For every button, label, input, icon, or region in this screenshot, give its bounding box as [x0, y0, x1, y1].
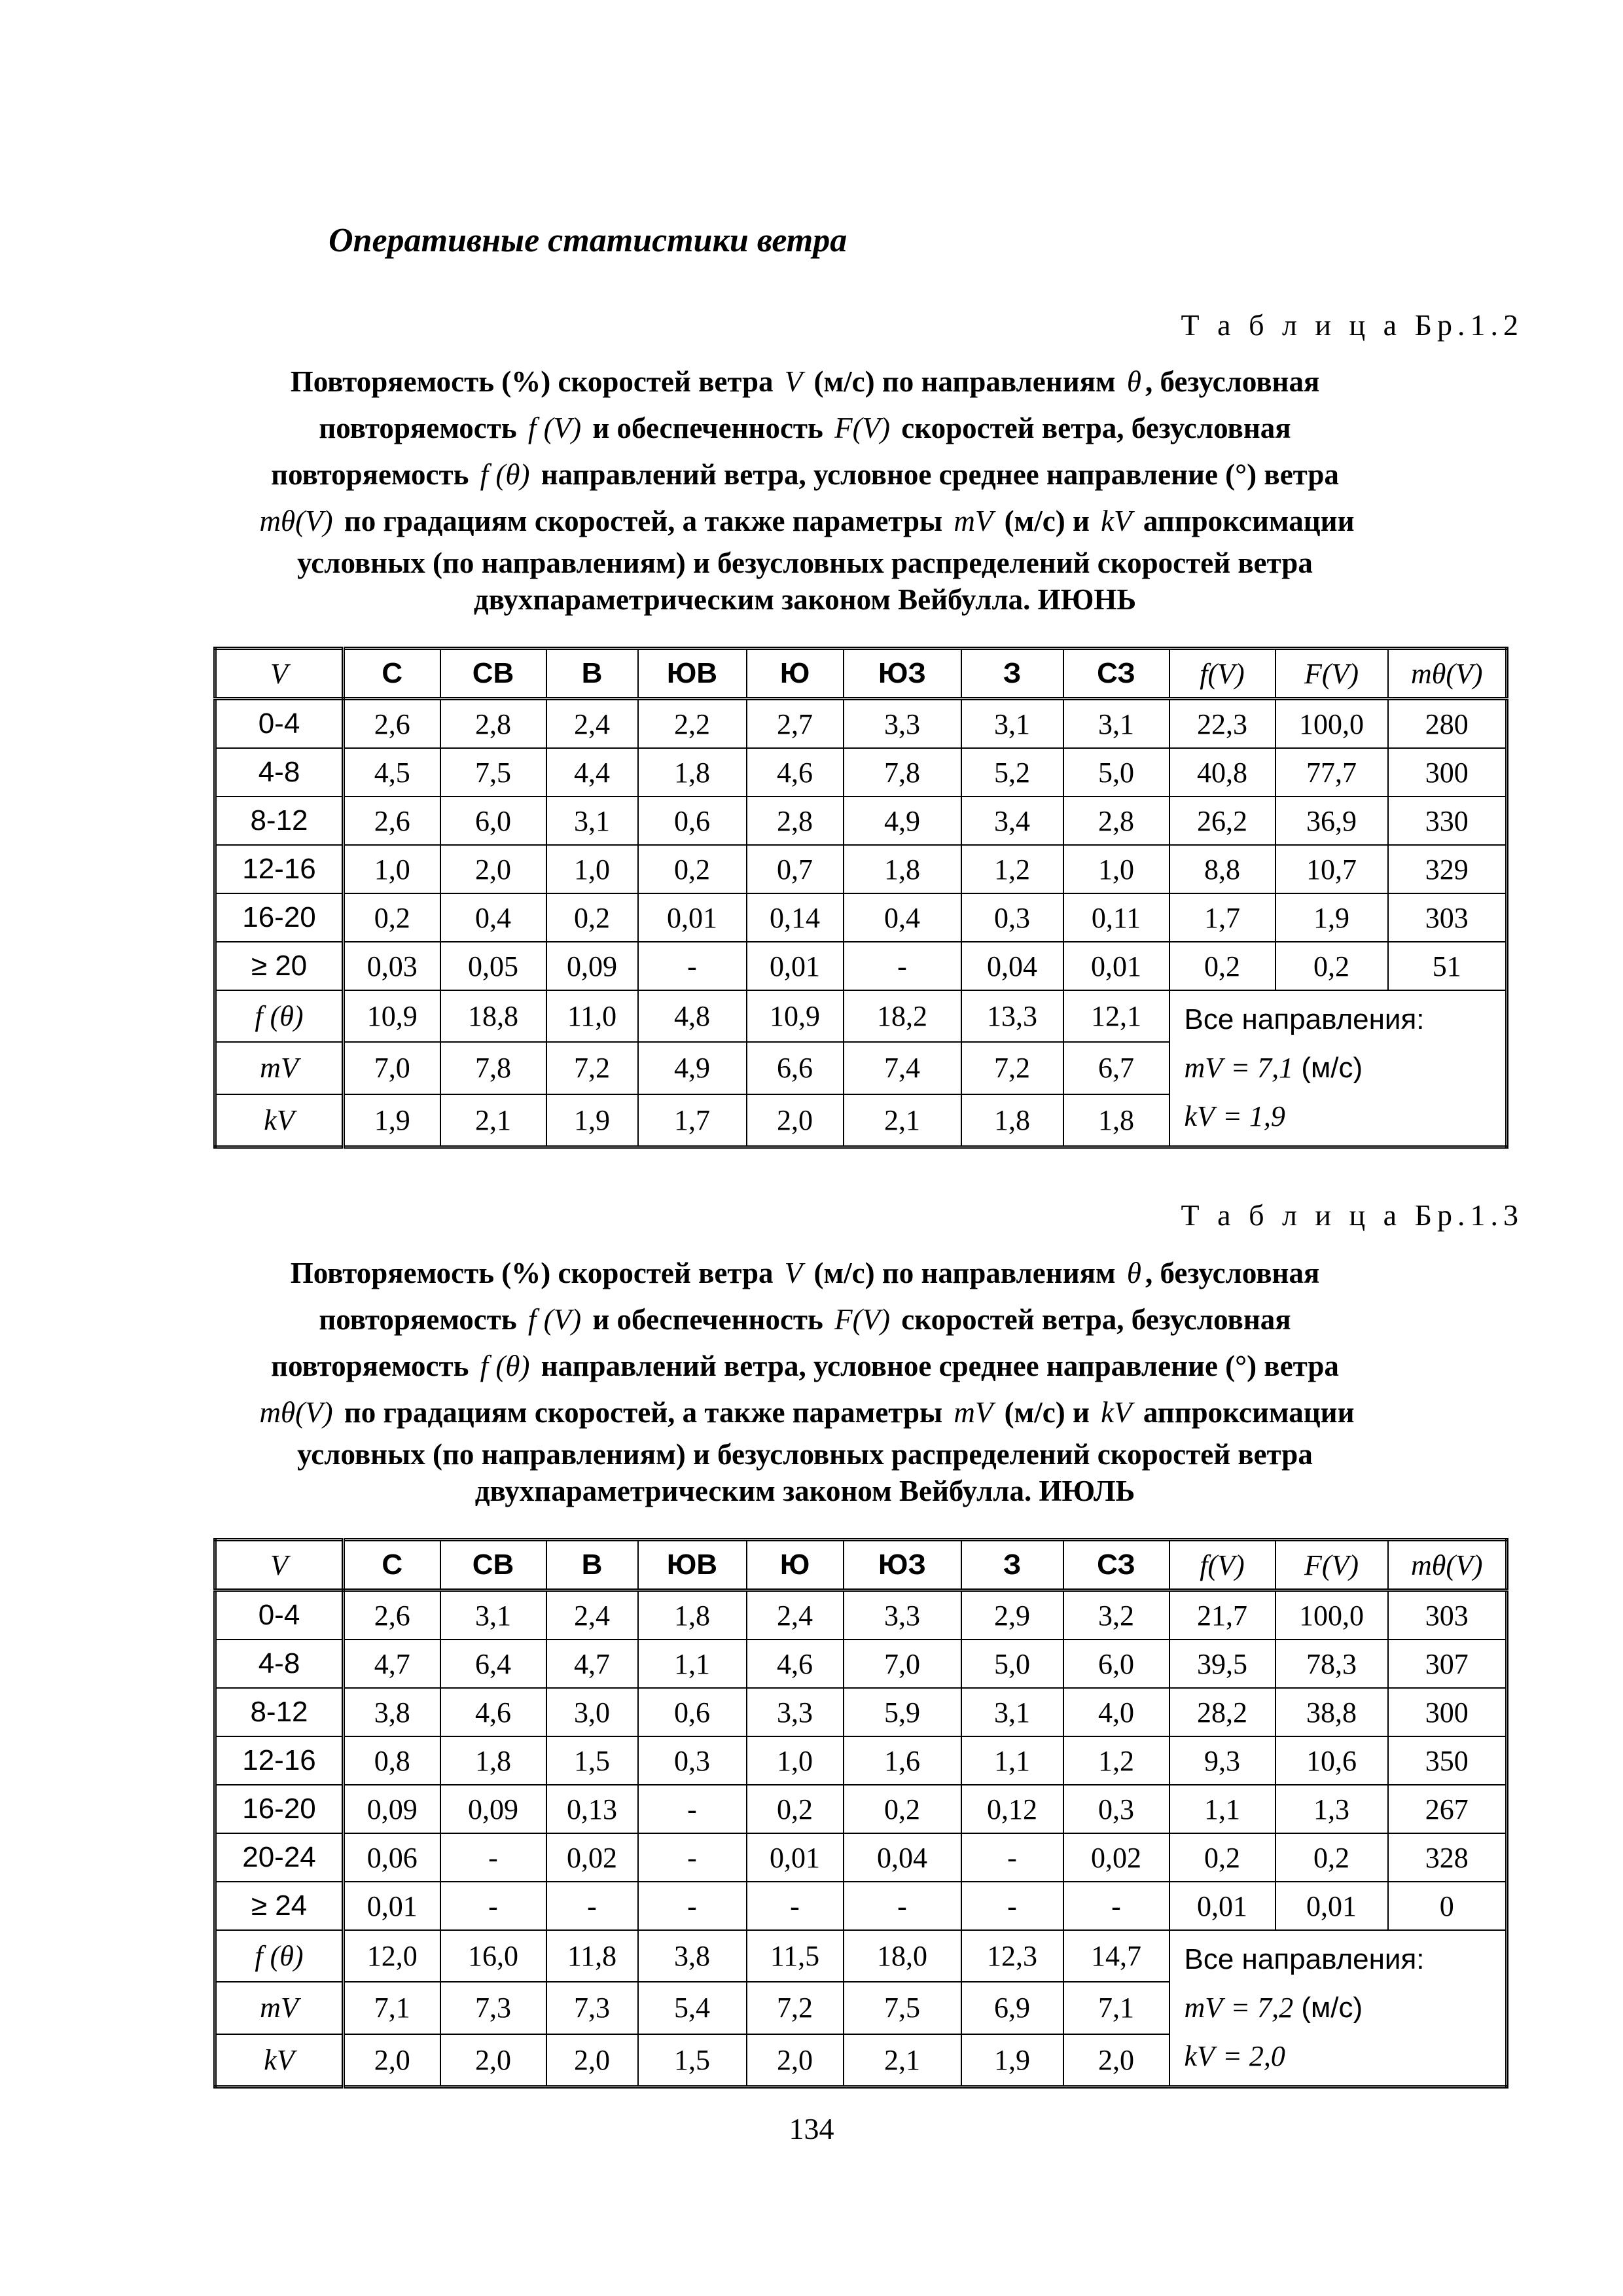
table-label-1: Т а б л и ц а Бр.1.2	[1181, 308, 1524, 342]
table-cell: 4,0	[1063, 1688, 1169, 1736]
table-row	[215, 1882, 1507, 1930]
table-cell: 350	[1388, 1736, 1507, 1785]
row-header: 8-12	[215, 797, 344, 845]
table-cell: 0,09	[344, 1785, 440, 1833]
table-cell: 0	[1388, 1882, 1507, 1930]
table-cell: 4,9	[844, 797, 961, 845]
table-cell: -	[440, 1882, 546, 1930]
column-header: СЗ	[1063, 649, 1169, 699]
table-cell: 3,1	[961, 699, 1063, 749]
row-header: 12-16	[215, 845, 344, 893]
table-cell: 13,3	[961, 990, 1063, 1042]
column-header: V	[215, 1540, 344, 1590]
table-cell: 0,04	[844, 1833, 961, 1882]
table-cell: 6,0	[1063, 1640, 1169, 1688]
table-cell: -	[638, 1882, 747, 1930]
table-cell: 6,7	[1063, 1042, 1169, 1094]
table-cell: 4,5	[344, 748, 440, 797]
table-cell: -	[440, 1833, 546, 1882]
table-cell: 0,6	[638, 797, 747, 845]
table-cell: 22,3	[1169, 699, 1275, 749]
table-cell: 0,03	[344, 942, 440, 990]
column-header: З	[961, 649, 1063, 699]
table-cell: 36,9	[1275, 797, 1388, 845]
table-cell: 4,7	[546, 1640, 638, 1688]
table-cell: 1,7	[1169, 893, 1275, 942]
table-cell: 1,0	[747, 1736, 844, 1785]
table-cell: 0,04	[961, 942, 1063, 990]
table-cell: 0,2	[546, 893, 638, 942]
all-directions-title: Все направления:	[1184, 1943, 1425, 1975]
table-cell: -	[1063, 1882, 1169, 1930]
table-cell: 0,2	[1169, 1833, 1275, 1882]
table-cell: 0,2	[844, 1785, 961, 1833]
column-header: З	[961, 1540, 1063, 1590]
table-cell: 0,3	[1063, 1785, 1169, 1833]
table-cell: 26,2	[1169, 797, 1275, 845]
table-cell: 3,1	[440, 1590, 546, 1640]
column-header: mθ(V)	[1388, 1540, 1507, 1590]
table-row	[215, 893, 1507, 942]
table-cell: 12,0	[344, 1930, 440, 1982]
row-header: 4-8	[215, 1640, 344, 1688]
table-cell: 10,9	[344, 990, 440, 1042]
column-header: С	[344, 1540, 440, 1590]
table-cell: 0,01	[1063, 942, 1169, 990]
table-cell: 12,1	[1063, 990, 1169, 1042]
table-cell: 1,0	[1063, 845, 1169, 893]
table-cell: 4,6	[747, 1640, 844, 1688]
column-header: Ю	[747, 1540, 844, 1590]
table-cell: 100,0	[1275, 699, 1388, 749]
column-header: ЮВ	[638, 649, 747, 699]
table-cell: 303	[1388, 893, 1507, 942]
table-cell: 1,8	[1063, 1094, 1169, 1147]
table-cell: -	[961, 1833, 1063, 1882]
table-cell: 11,0	[546, 990, 638, 1042]
table-cell: 5,9	[844, 1688, 961, 1736]
table-cell: 0,01	[1169, 1882, 1275, 1930]
table-cell: 3,8	[344, 1688, 440, 1736]
table-cell: 2,4	[546, 699, 638, 749]
table-cell: 0,01	[747, 942, 844, 990]
column-header: Ю	[747, 649, 844, 699]
table-cell: 18,0	[844, 1930, 961, 1982]
summary-row	[215, 1930, 1507, 1982]
table-cell: 5,0	[961, 1640, 1063, 1688]
table-cell: 5,2	[961, 748, 1063, 797]
table-cell: 8,8	[1169, 845, 1275, 893]
table-cell: -	[638, 1785, 747, 1833]
table-cell: 0,02	[546, 1833, 638, 1882]
table-cell: 0,2	[638, 845, 747, 893]
table-cell: 7,8	[844, 748, 961, 797]
table-row	[215, 797, 1507, 845]
all-directions-cell	[1169, 990, 1507, 1147]
table-cell: 3,2	[1063, 1590, 1169, 1640]
table-cell: 14,7	[1063, 1930, 1169, 1982]
page-number: 134	[789, 2112, 834, 2145]
table-header-row	[215, 649, 1507, 699]
table-cell: 10,9	[747, 990, 844, 1042]
table-header-row	[215, 1540, 1507, 1590]
table-cell: 2,8	[747, 797, 844, 845]
table-cell: 7,4	[844, 1042, 961, 1094]
row-header: ≥ 24	[215, 1882, 344, 1930]
row-header: mV	[215, 1982, 344, 2034]
all-directions-title: Все направления:	[1184, 1003, 1425, 1035]
column-header: В	[546, 1540, 638, 1590]
table-caption-2: Повторяемость (%) скоростей ветра V (м/с) по направлениям θ , безусловная повторяемость f (V) и обеспеченность F(V) скоростей ветра, безусловная повторяемость f (θ) направлений ветра, условное среднее направление (°) ветра mθ(V) по градациям скоростей, а также параметры mV (м/с) и kV аппроксимации условных (по направлениям) и безусловных распределений скоростей ветра двухпараметрическим законом Вейбулла. ИЮЛЬ	[259, 1257, 1355, 1507]
table-cell: 1,9	[546, 1094, 638, 1147]
table-cell: 2,6	[344, 1590, 440, 1640]
table-cell: 2,4	[747, 1590, 844, 1640]
table-cell: 1,7	[638, 1094, 747, 1147]
table-cell: 7,0	[844, 1640, 961, 1688]
table-cell: 2,8	[1063, 797, 1169, 845]
column-header: ЮВ	[638, 1540, 747, 1590]
table-cell: -	[638, 942, 747, 990]
table-cell: 2,0	[440, 2034, 546, 2087]
table-cell: 1,9	[961, 2034, 1063, 2087]
column-header: V	[215, 649, 344, 699]
row-header: f (θ)	[215, 990, 344, 1042]
table-cell: 10,6	[1275, 1736, 1388, 1785]
table-cell: 51	[1388, 942, 1507, 990]
all-directions-mv: mV = 7,1 (м/с)	[1184, 1052, 1363, 1084]
table-cell: 0,09	[546, 942, 638, 990]
table-cell: 4,8	[638, 990, 747, 1042]
table-row	[215, 845, 1507, 893]
table-cell: 280	[1388, 699, 1507, 749]
column-header: ЮЗ	[844, 649, 961, 699]
table-cell: 1,8	[440, 1736, 546, 1785]
table-cell: 0,2	[1275, 1833, 1388, 1882]
column-header: В	[546, 649, 638, 699]
table-cell: 1,2	[961, 845, 1063, 893]
row-header: 8-12	[215, 1688, 344, 1736]
table-cell: 0,2	[344, 893, 440, 942]
table-cell: 40,8	[1169, 748, 1275, 797]
table-cell: -	[546, 1882, 638, 1930]
table-cell: 2,9	[961, 1590, 1063, 1640]
table-cell: 2,4	[546, 1590, 638, 1640]
table-cell: 2,6	[344, 699, 440, 749]
table-cell: 16,0	[440, 1930, 546, 1982]
table-cell: 1,0	[344, 845, 440, 893]
table-cell: 5,4	[638, 1982, 747, 2034]
table-cell: 0,01	[344, 1882, 440, 1930]
column-header: СВ	[440, 649, 546, 699]
table-cell: 38,8	[1275, 1688, 1388, 1736]
table-cell: 3,4	[961, 797, 1063, 845]
table-cell: 1,0	[546, 845, 638, 893]
table-cell: 6,0	[440, 797, 546, 845]
table-cell: 3,1	[961, 1688, 1063, 1736]
table-cell: 1,1	[1169, 1785, 1275, 1833]
table-row	[215, 942, 1507, 990]
table-cell: 329	[1388, 845, 1507, 893]
table-cell: 0,13	[546, 1785, 638, 1833]
table-cell: -	[747, 1882, 844, 1930]
table-cell: 11,8	[546, 1930, 638, 1982]
row-header: 20-24	[215, 1833, 344, 1882]
table-cell: -	[638, 1833, 747, 1882]
table-cell: 7,2	[747, 1982, 844, 2034]
table-cell: 7,3	[440, 1982, 546, 2034]
table-cell: 7,3	[546, 1982, 638, 2034]
table-cell: 1,6	[844, 1736, 961, 1785]
table-row	[215, 1736, 1507, 1785]
table-cell: 267	[1388, 1785, 1507, 1833]
table-cell: 12,3	[961, 1930, 1063, 1982]
table-cell: 0,4	[844, 893, 961, 942]
all-directions-kv: kV = 2,0	[1184, 2040, 1285, 2072]
table-caption-1: Повторяемость (%) скоростей ветра V (м/с) по направлениям θ , безусловная повторяемость f (V) и обеспеченность F(V) скоростей ветра, безусловная повторяемость f (θ) направлений ветра, условное среднее направление (°) ветра mθ(V) по градациям скоростей, а также параметры mV (м/с) и kV аппроксимации условных (по направлениям) и безусловных распределений скоростей ветра двухпараметрическим законом Вейбулла. ИЮНЬ	[259, 365, 1355, 616]
table-cell: 100,0	[1275, 1590, 1388, 1640]
table-cell: 3,1	[546, 797, 638, 845]
column-header: mθ(V)	[1388, 649, 1507, 699]
row-header: mV	[215, 1042, 344, 1094]
table-cell: 0,7	[747, 845, 844, 893]
table-cell: 6,4	[440, 1640, 546, 1688]
row-header: 16-20	[215, 1785, 344, 1833]
all-directions-mv: mV = 7,2 (м/с)	[1184, 1992, 1363, 2024]
table-cell: 39,5	[1169, 1640, 1275, 1688]
table-cell: 2,0	[440, 845, 546, 893]
table-cell: 2,8	[440, 699, 546, 749]
row-header: ≥ 20	[215, 942, 344, 990]
table-cell: 4,4	[546, 748, 638, 797]
table-cell: 6,9	[961, 1982, 1063, 2034]
table-cell: 11,5	[747, 1930, 844, 1982]
table-cell: 3,1	[1063, 699, 1169, 749]
table-cell: 2,0	[546, 2034, 638, 2087]
table-cell: 0,14	[747, 893, 844, 942]
row-header: 4-8	[215, 748, 344, 797]
table-cell: 3,3	[844, 699, 961, 749]
table-cell: 2,0	[747, 1094, 844, 1147]
table-cell: -	[961, 1882, 1063, 1930]
table-cell: 5,0	[1063, 748, 1169, 797]
table-cell: 1,5	[638, 2034, 747, 2087]
table-cell: 18,2	[844, 990, 961, 1042]
table-cell: 7,5	[440, 748, 546, 797]
table-cell: 2,2	[638, 699, 747, 749]
table-cell: 0,8	[344, 1736, 440, 1785]
table-cell: 1,1	[961, 1736, 1063, 1785]
table-cell: 4,6	[440, 1688, 546, 1736]
table-cell: 0,09	[440, 1785, 546, 1833]
table-cell: 9,3	[1169, 1736, 1275, 1785]
column-header: С	[344, 649, 440, 699]
table-row	[215, 1785, 1507, 1833]
table-cell: 3,8	[638, 1930, 747, 1982]
table-cell: 77,7	[1275, 748, 1388, 797]
table-cell: 3,0	[546, 1688, 638, 1736]
table-cell: 2,1	[844, 1094, 961, 1147]
table-cell: 7,2	[961, 1042, 1063, 1094]
table-cell: 300	[1388, 1688, 1507, 1736]
table-cell: 7,1	[344, 1982, 440, 2034]
table-cell: 0,01	[638, 893, 747, 942]
table-cell: 10,7	[1275, 845, 1388, 893]
table-cell: 1,5	[546, 1736, 638, 1785]
table-cell: 7,2	[546, 1042, 638, 1094]
table-cell: 3,3	[844, 1590, 961, 1640]
row-header: kV	[215, 1094, 344, 1147]
column-header: СЗ	[1063, 1540, 1169, 1590]
table-cell: 0,01	[1275, 1882, 1388, 1930]
table-cell: 28,2	[1169, 1688, 1275, 1736]
table-cell: 0,01	[747, 1833, 844, 1882]
table-cell: 0,12	[961, 1785, 1063, 1833]
column-header: ЮЗ	[844, 1540, 961, 1590]
table-cell: 4,7	[344, 1640, 440, 1688]
table-cell: 7,0	[344, 1042, 440, 1094]
table-cell: 330	[1388, 797, 1507, 845]
table-row	[215, 1590, 1507, 1640]
table-cell: 1,2	[1063, 1736, 1169, 1785]
table-cell: 7,8	[440, 1042, 546, 1094]
wind-table-july	[213, 1538, 1508, 2089]
column-header: F(V)	[1275, 649, 1388, 699]
column-header: f(V)	[1169, 649, 1275, 699]
row-header: 12-16	[215, 1736, 344, 1785]
table-cell: 1,8	[961, 1094, 1063, 1147]
row-header: 16-20	[215, 893, 344, 942]
table-row	[215, 748, 1507, 797]
section-title: Оперативные статистики ветра	[329, 222, 847, 259]
row-header: kV	[215, 2034, 344, 2087]
table-cell: 3,3	[747, 1688, 844, 1736]
table-cell: 0,4	[440, 893, 546, 942]
table-cell: 2,0	[747, 2034, 844, 2087]
table-cell: -	[844, 942, 961, 990]
table-cell: 21,7	[1169, 1590, 1275, 1640]
table-label-2: Т а б л и ц а Бр.1.3	[1181, 1198, 1524, 1232]
table-cell: 2,6	[344, 797, 440, 845]
table-cell: 4,6	[747, 748, 844, 797]
table-cell: 1,8	[638, 1590, 747, 1640]
table-cell: 1,9	[1275, 893, 1388, 942]
table-cell: 2,0	[1063, 2034, 1169, 2087]
table-cell: 18,8	[440, 990, 546, 1042]
table-cell: 1,8	[638, 748, 747, 797]
table-cell: 303	[1388, 1590, 1507, 1640]
table-row	[215, 1640, 1507, 1688]
table-cell: 0,05	[440, 942, 546, 990]
table-cell: 0,6	[638, 1688, 747, 1736]
column-header: СВ	[440, 1540, 546, 1590]
all-directions-kv: kV = 1,9	[1184, 1100, 1285, 1132]
table-cell: 1,3	[1275, 1785, 1388, 1833]
table-cell: 2,0	[344, 2034, 440, 2087]
table-cell: 0,02	[1063, 1833, 1169, 1882]
table-cell: 0,3	[638, 1736, 747, 1785]
table-cell: 0,3	[961, 893, 1063, 942]
table-cell: 78,3	[1275, 1640, 1388, 1688]
table-cell: 2,7	[747, 699, 844, 749]
table-cell: 2,1	[844, 2034, 961, 2087]
all-directions-cell	[1169, 1930, 1507, 2087]
table-cell: 328	[1388, 1833, 1507, 1882]
table-cell: 4,9	[638, 1042, 747, 1094]
table-cell: 1,9	[344, 1094, 440, 1147]
table-cell: 7,5	[844, 1982, 961, 2034]
table-cell: 1,1	[638, 1640, 747, 1688]
table-row	[215, 1833, 1507, 1882]
summary-row	[215, 990, 1507, 1042]
table-cell: 0,11	[1063, 893, 1169, 942]
wind-table-june	[213, 647, 1508, 1149]
table-cell: 0,06	[344, 1833, 440, 1882]
table-cell: 2,1	[440, 1094, 546, 1147]
table-cell: 0,2	[1169, 942, 1275, 990]
table-cell: -	[844, 1882, 961, 1930]
table-cell: 1,8	[844, 845, 961, 893]
table-cell: 0,2	[747, 1785, 844, 1833]
table-cell: 0,2	[1275, 942, 1388, 990]
table-cell: 307	[1388, 1640, 1507, 1688]
column-header: f(V)	[1169, 1540, 1275, 1590]
row-header: 0-4	[215, 1590, 344, 1640]
table-cell: 7,1	[1063, 1982, 1169, 2034]
table-cell: 300	[1388, 748, 1507, 797]
table-row	[215, 1688, 1507, 1736]
column-header: F(V)	[1275, 1540, 1388, 1590]
table-cell: 6,6	[747, 1042, 844, 1094]
table-row	[215, 699, 1507, 749]
row-header: 0-4	[215, 699, 344, 749]
row-header: f (θ)	[215, 1930, 344, 1982]
